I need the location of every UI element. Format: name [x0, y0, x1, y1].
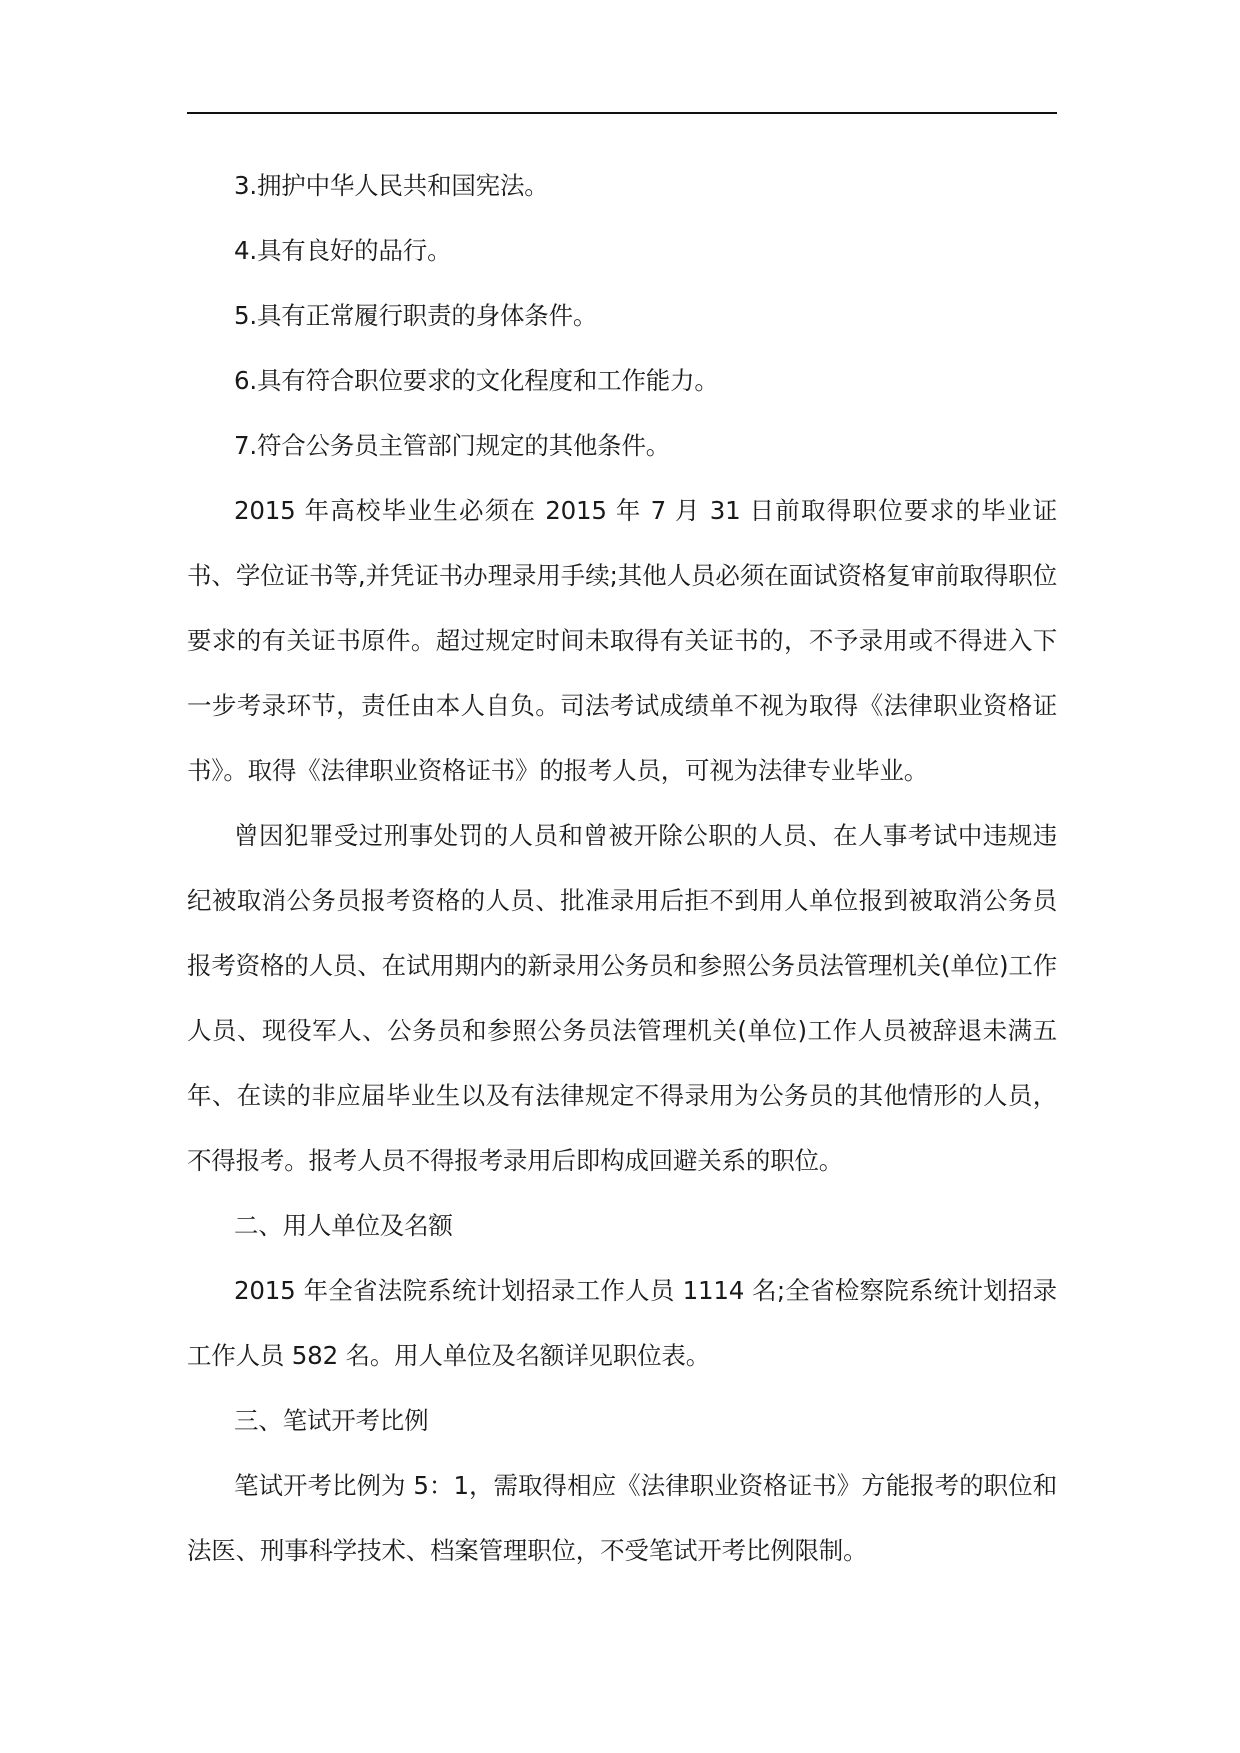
paragraph-quota-details: 2015 年全省法院系统计划招录工作人员 1114 名;全省检察院系统计划招录工作人员 582 名。用人单位及名额详见职位表。	[187, 1276, 1057, 1370]
paragraph-condition-6: 6.具有符合职位要求的文化程度和工作能力。	[234, 366, 719, 395]
paragraph-condition-4: 4.具有良好的品行。	[234, 236, 452, 265]
paragraph-graduates-certificates: 2015 年高校毕业生必须在 2015 年 7 月 31 日前取得职位要求的毕业证书、学位证书等,并凭证书办理录用手续;其他人员必须在面试资格复审前取得职位要求的有关证书原件。超过规定时间未取得有关证书的，不予录用或不得进入下一步考录环节，责任由本人自负。司法考试成绩单不视为取得《法律职业资格证书》。取得《法律职业资格证书》的报考人员，可视为法律专业毕业。	[187, 496, 1057, 785]
paragraph-condition-5: 5.具有正常履行职责的身体条件。	[234, 301, 598, 330]
section-heading-exam-ratio: 三、笔试开考比例	[234, 1406, 429, 1435]
paragraph-ineligible-persons: 曾因犯罪受过刑事处罚的人员和曾被开除公职的人员、在人事考试中违规违纪被取消公务员报考资格的人员、批准录用后拒不到用人单位报到被取消公务员报考资格的人员、在试用期内的新录用公务员和参照公务员法管理机关(单位)工作人员、现役军人、公务员和参照公务员法管理机关(单位)工作人员被辞退未满五年、在读的非应届毕业生以及有法律规定不得录用为公务员的其他情形的人员，不得报考。报考人员不得报考录用后即构成回避关系的职位。	[187, 821, 1057, 1175]
paragraph-condition-3: 3.拥护中华人民共和国宪法。	[234, 171, 549, 200]
header-rule	[187, 112, 1057, 114]
section-heading-units-quota: 二、用人单位及名额	[234, 1211, 453, 1240]
paragraph-exam-ratio: 笔试开考比例为 5：1，需取得相应《法律职业资格证书》方能报考的职位和法医、刑事科学技术、档案管理职位，不受笔试开考比例限制。	[187, 1471, 1057, 1565]
document-body	[187, 153, 1057, 1583]
paragraph-condition-7: 7.符合公务员主管部门规定的其他条件。	[234, 431, 671, 460]
